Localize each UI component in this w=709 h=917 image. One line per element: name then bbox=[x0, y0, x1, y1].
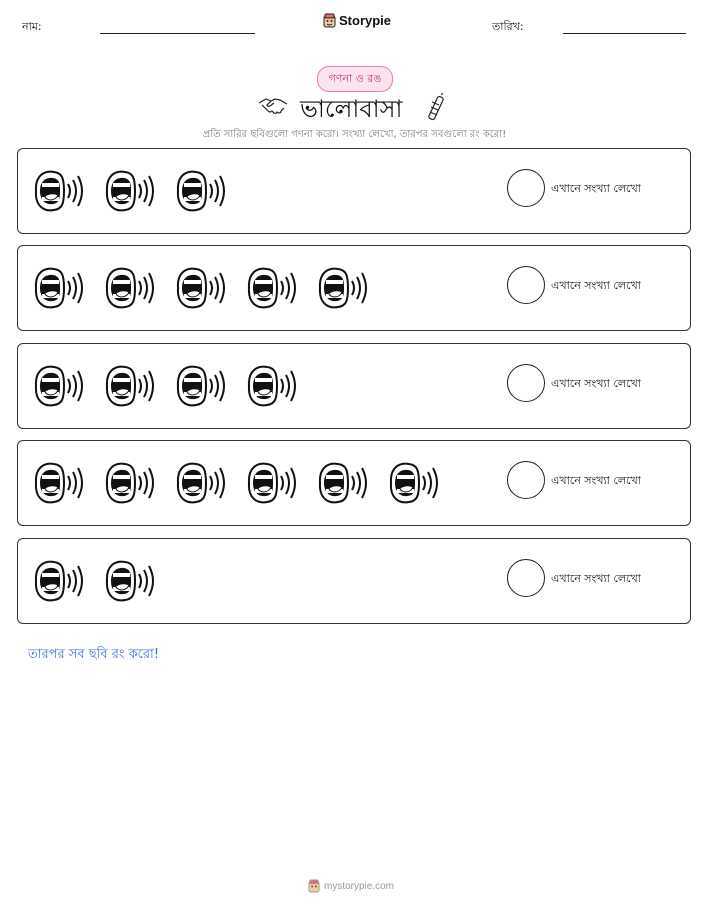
shouting-mouth-icon[interactable] bbox=[103, 556, 159, 610]
counting-row bbox=[17, 440, 691, 526]
shouting-mouth-icon[interactable] bbox=[174, 458, 230, 512]
row-icons bbox=[32, 263, 372, 317]
shouting-mouth-icon[interactable] bbox=[316, 458, 372, 512]
shouting-mouth-icon[interactable] bbox=[103, 263, 159, 317]
shouting-mouth-icon[interactable] bbox=[32, 263, 88, 317]
shouting-mouth-icon[interactable] bbox=[387, 458, 443, 512]
shouting-mouth-icon[interactable] bbox=[245, 361, 301, 415]
answer-circle[interactable] bbox=[507, 461, 545, 499]
category-badge: গণনা ও রঙ bbox=[317, 66, 393, 92]
row-icons bbox=[32, 556, 159, 610]
logo-text: Storypie bbox=[339, 13, 392, 28]
shouting-mouth-icon[interactable] bbox=[32, 556, 88, 610]
answer-circle[interactable] bbox=[507, 169, 545, 207]
answer-circle[interactable] bbox=[507, 364, 545, 402]
row-icons bbox=[32, 458, 443, 512]
answer-label: এখানে সংখ্যা লেখো bbox=[551, 474, 641, 487]
storypie-logo bbox=[323, 13, 391, 28]
counting-row bbox=[17, 343, 691, 429]
row-icons bbox=[32, 166, 230, 220]
worksheet-header bbox=[0, 0, 709, 48]
shouting-mouth-icon[interactable] bbox=[174, 166, 230, 220]
date-field[interactable] bbox=[563, 33, 686, 34]
counting-row bbox=[17, 148, 691, 234]
answer-label: এখানে সংখ্যা লেখো bbox=[551, 182, 641, 195]
instructions: প্রতি সারির ছবিগুলো গণনা করো। সংখ্যা লেখো, তারপর সবগুলো রং করো! bbox=[202, 129, 507, 140]
title-row bbox=[0, 91, 709, 123]
shouting-mouth-icon[interactable] bbox=[103, 458, 159, 512]
shouting-mouth-icon[interactable] bbox=[103, 361, 159, 415]
page-title: ভালোবাসা bbox=[300, 95, 403, 123]
shouting-mouth-icon[interactable] bbox=[245, 263, 301, 317]
storypie-mascot-icon bbox=[308, 879, 320, 893]
firecracker-icon bbox=[426, 93, 446, 123]
site-footer bbox=[308, 879, 394, 893]
answer-label: এখানে সংখ্যা লেখো bbox=[551, 279, 641, 292]
answer-circle[interactable] bbox=[507, 559, 545, 597]
name-label: নাম: bbox=[22, 20, 42, 33]
answer-label: এখানে সংখ্যা লেখো bbox=[551, 572, 641, 585]
shouting-mouth-icon[interactable] bbox=[32, 361, 88, 415]
shouting-mouth-icon[interactable] bbox=[174, 361, 230, 415]
handshake-icon bbox=[258, 95, 288, 117]
shouting-mouth-icon[interactable] bbox=[245, 458, 301, 512]
site-url: mystorypie.com bbox=[324, 880, 395, 892]
shouting-mouth-icon[interactable] bbox=[103, 166, 159, 220]
row-icons bbox=[32, 361, 301, 415]
date-label: তারিখ: bbox=[492, 20, 524, 33]
shouting-mouth-icon[interactable] bbox=[32, 458, 88, 512]
answer-label: এখানে সংখ্যা লেখো bbox=[551, 377, 641, 390]
shouting-mouth-icon[interactable] bbox=[316, 263, 372, 317]
shouting-mouth-icon[interactable] bbox=[32, 166, 88, 220]
storypie-mascot-icon bbox=[323, 13, 336, 28]
counting-row bbox=[17, 245, 691, 331]
answer-circle[interactable] bbox=[507, 266, 545, 304]
counting-row bbox=[17, 538, 691, 624]
name-field[interactable] bbox=[100, 33, 255, 34]
footer-note: তারপর সব ছবি রং করো! bbox=[28, 647, 160, 662]
shouting-mouth-icon[interactable] bbox=[174, 263, 230, 317]
